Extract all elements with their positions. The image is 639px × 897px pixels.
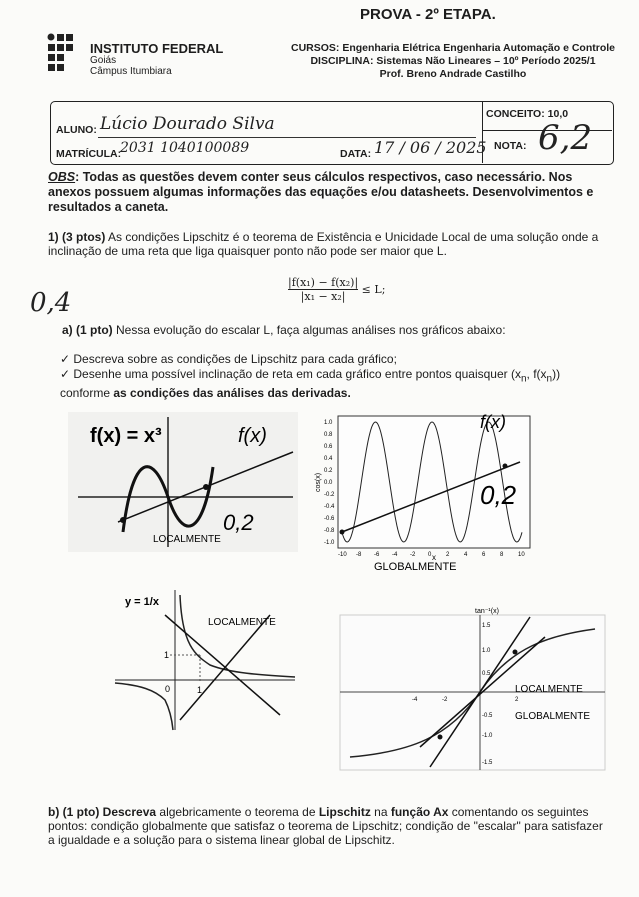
bullet-2-sub: n xyxy=(520,373,527,385)
data-value: 17 / 06 / 2025 xyxy=(374,138,487,157)
cosine-hand: f(x) xyxy=(480,412,506,432)
nota-value: 6,2 xyxy=(538,118,593,158)
question-a-text: Nessa evolução do escalar L, faça algumas análises nos gráficos abaixo: xyxy=(112,323,506,337)
reciprocal-one-x: 1 xyxy=(197,685,203,695)
arctan-y-tick: 0.5 xyxy=(482,671,491,677)
question-1-text: As condições Lipschitz é o teorema de Existência e Unicidade Local de uma solução onde a inclinação de uma reta que liga quaisquer ponto não pode ser maior que L. xyxy=(48,230,599,258)
question-b-text-1: algebricamente o teorema de xyxy=(156,805,319,819)
graph-cubic-hand: f(x) xyxy=(238,425,267,447)
graph-cubic xyxy=(68,412,298,552)
aluno-value: Lúcio Dourado Silva xyxy=(100,114,275,134)
reciprocal-one-y: 1 xyxy=(164,650,170,660)
question-b xyxy=(48,805,608,847)
cosine-y-tick: 0.2 xyxy=(324,468,333,474)
reciprocal-zero: 0 xyxy=(165,684,171,694)
cosine-x-tick: 8 xyxy=(500,552,504,558)
arctan-x-tick: -2 xyxy=(442,697,448,703)
q1-score-mark: 0,4 xyxy=(30,288,72,318)
discipline-line: DISCIPLINA: Sistemas Não Lineares – 10º Período 2025/1 xyxy=(310,55,596,67)
cosine-x-tick: 0 xyxy=(428,552,432,558)
question-b-bold-2: Lipschitz xyxy=(318,805,371,819)
cosine-y-tick: -0.2 xyxy=(324,492,335,498)
matricula-label: MATRÍCULA: xyxy=(56,148,122,160)
formula-denominator: |x₁ − x₂| xyxy=(288,289,358,303)
cosine-y-tick: 0.8 xyxy=(324,432,333,438)
bullet-1-text: Descreva sobre as condições de Lipschitz para cada gráfico; xyxy=(73,352,397,366)
obs-label: OBS xyxy=(48,170,76,184)
reciprocal-title: y = 1/x xyxy=(125,596,159,608)
cosine-x-tick: -4 xyxy=(392,552,398,558)
cosine-x-tick: -8 xyxy=(356,552,362,558)
bullet-2 xyxy=(60,367,610,400)
arctan-y-tick: -1.0 xyxy=(482,733,493,739)
cosine-y-tick: -0.6 xyxy=(324,516,335,522)
cosine-y-tick: -1.0 xyxy=(324,540,335,546)
cosine-y-tick: 0.0 xyxy=(324,480,333,486)
cosine-x-tick: -10 xyxy=(338,552,347,558)
graph-arctan xyxy=(330,607,630,777)
exam-title: PROVA - 2º ETAPA. xyxy=(360,6,496,23)
matricula-value: 2031 1040100089 xyxy=(120,140,250,156)
graph-cubic-score: 0,2 xyxy=(223,510,254,535)
cosine-y-ticks xyxy=(324,420,335,546)
bullet-2-text-b: , f(x xyxy=(526,367,547,381)
question-a xyxy=(62,323,506,337)
arctan-note-2: GLOBALMENTE xyxy=(515,711,591,722)
arctan-note-1: LOCALMENTE xyxy=(515,684,583,695)
question-b-bold-3: função Ax xyxy=(390,805,449,819)
check-icon: ✓ xyxy=(60,352,74,366)
arctan-y-tick: -0.5 xyxy=(482,713,493,719)
graph-cubic-title: f(x) = x³ xyxy=(90,425,162,447)
arctan-x-tick: 2 xyxy=(515,697,519,703)
institution-title: INSTITUTO FEDERAL xyxy=(90,41,224,56)
reciprocal-note: LOCALMENTE xyxy=(208,617,276,628)
conceito-label: CONCEITO: 10,0 xyxy=(486,108,569,120)
cosine-x-tick: -2 xyxy=(410,552,416,558)
cosine-x-tick: 4 xyxy=(464,552,468,558)
cosine-y-tick: 1.0 xyxy=(324,420,333,426)
cosine-x-tick: 10 xyxy=(518,552,525,558)
question-b-label: b) (1 pto) xyxy=(48,805,100,819)
formula-rhs: ≤ L; xyxy=(361,283,386,296)
question-a-label: a) (1 pto) xyxy=(62,323,113,337)
bullet-2-text-c: )) conforme xyxy=(60,367,561,401)
cosine-x-label: x xyxy=(432,553,436,562)
question-b-bold-1: Descreva xyxy=(102,805,157,819)
cosine-y-label: cos(x) xyxy=(315,472,322,492)
bullet-2-sub-b: n xyxy=(546,373,553,385)
graph-cubic-note: LOCALMENTE xyxy=(153,534,221,545)
arctan-title: tan⁻¹(x) xyxy=(475,608,499,615)
question-b-text-3: comentando os seguintes pontos: condição globalmente que satisfaz o teorema de Lipschitz; condição de "escalar" para satisfazer a igualdade e a solução para o sistema linear global de Lipschitz. xyxy=(48,805,603,847)
institution-state: Goiás xyxy=(90,55,117,66)
cosine-x-tick: -6 xyxy=(374,552,380,558)
arctan-y-tick: 1.5 xyxy=(482,623,491,629)
cosine-y-tick: 0.4 xyxy=(324,456,333,462)
graph-cosine xyxy=(312,412,534,570)
cosine-x-tick: 6 xyxy=(482,552,486,558)
arctan-y-tick: 1.0 xyxy=(482,648,491,654)
cosine-y-tick: 0.6 xyxy=(324,444,333,450)
cosine-note: GLOBALMENTE xyxy=(374,561,457,570)
formula-numerator: |f(x₁) − f(x₂)| xyxy=(288,276,359,289)
bullet-2-text: Desenhe uma possível inclinação de reta em cada gráfico entre pontos quaisquer (x xyxy=(73,367,521,381)
aluno-label: ALUNO: xyxy=(56,124,97,136)
institution-name xyxy=(90,42,223,77)
bullet-2-bold: as condições das análises das derivadas. xyxy=(113,386,351,401)
cosine-x-tick: 2 xyxy=(446,552,450,558)
question-b-text-2: na xyxy=(370,805,391,819)
bullet-1 xyxy=(60,352,610,366)
lipschitz-formula xyxy=(288,276,385,303)
nota-label: NOTA: xyxy=(494,140,527,152)
graph-reciprocal xyxy=(110,585,300,735)
arctan-y-tick: -1.5 xyxy=(482,760,493,766)
arctan-x-tick: -4 xyxy=(412,697,418,703)
obs-paragraph xyxy=(48,170,608,215)
course-info xyxy=(268,42,638,81)
cosine-y-tick: -0.8 xyxy=(324,528,335,534)
institution-campus: Câmpus Itumbiara xyxy=(90,66,172,77)
question-1 xyxy=(48,230,608,258)
cosine-score: 0,2 xyxy=(480,480,517,510)
cosine-y-tick: -0.4 xyxy=(324,504,335,510)
obs-text: : Todas as questões devem conter seus cálculos respectivos, caso necessário. Nos anexos possuem algumas informações das equações e/ou datasheets. Desenvolvimentos e resultados a caneta. xyxy=(48,170,594,214)
institution-logo xyxy=(47,33,81,73)
question-1-number: 1) (3 ptos) xyxy=(48,230,106,244)
data-label: DATA: xyxy=(340,148,372,160)
courses-line: CURSOS: Engenharia Elétrica Engenharia Automação e Controle xyxy=(290,42,615,54)
professor-line: Prof. Breno Andrade Castilho xyxy=(379,68,527,80)
check-icon: ✓ xyxy=(60,367,74,381)
